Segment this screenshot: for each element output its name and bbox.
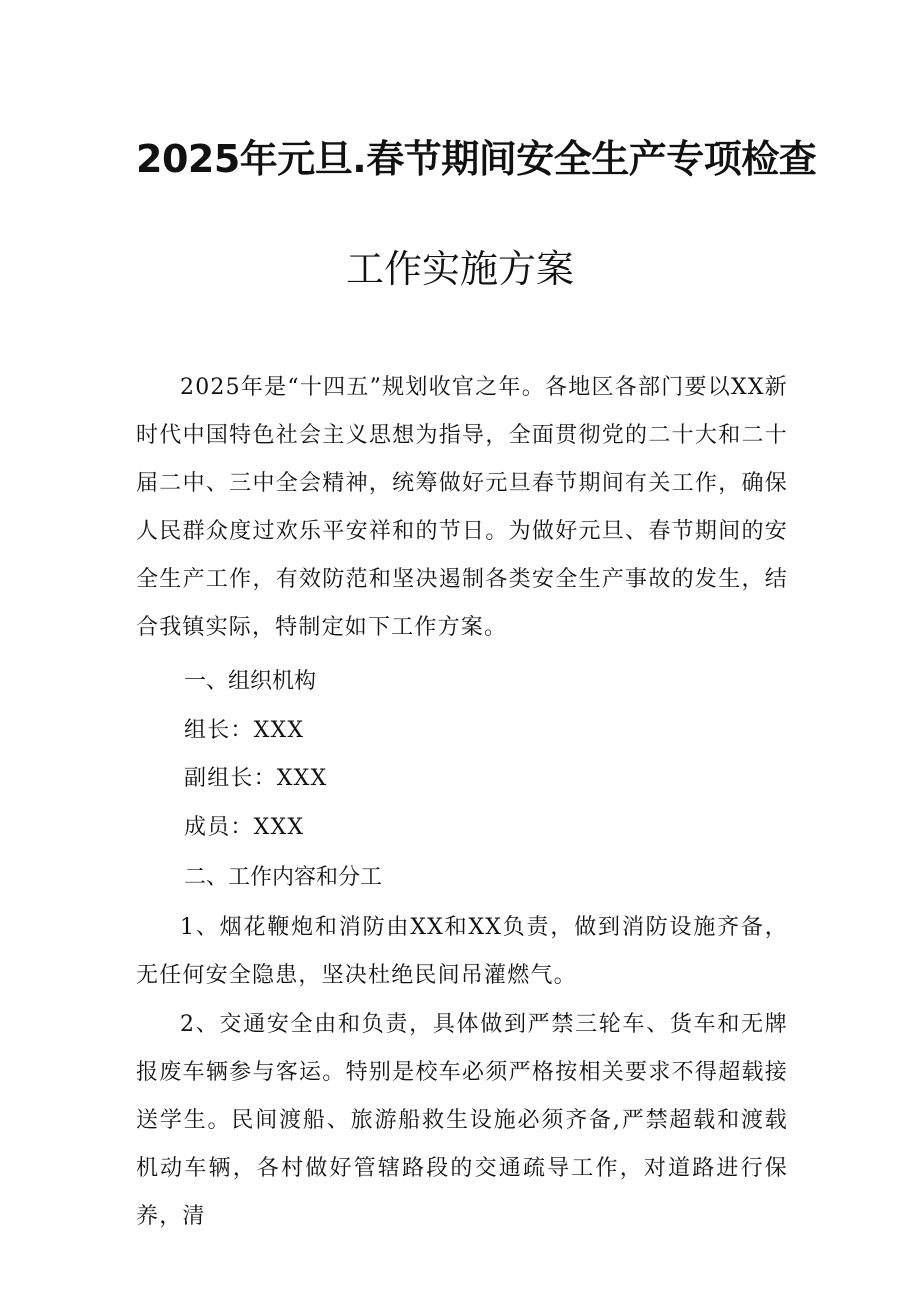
work-item-1: 1、烟花鞭炮和消防由XX和XX负责，做到消防设施齐备，无任何安全隐患，坚决杜绝民间吊灌燃气。 — [136, 915, 788, 988]
document-title-line-1: 2025年元旦.春节期间安全生产专项检查 — [136, 137, 817, 181]
org-deputy-leader: 副组长：XXX — [184, 766, 328, 791]
org-members: 成员：XXX — [184, 815, 305, 840]
section-heading-work-content: 二、工作内容和分工 — [184, 865, 383, 890]
section-heading-organization: 一、组织机构 — [184, 669, 317, 694]
document-title-line-2: 工作实施方案 — [345, 247, 574, 291]
work-item-2: 2、交通安全由和负责，具体做到严禁三轮车、货车和无牌报废车辆参与客运。特别是校车必须严格按相关要求不得超载接送学生。民间渡船、旅游船救生设施必须齐备,严禁超载和渡载机动车辆，各村做好管辖路段的交通疏导工作，对道路进行保养，清 — [136, 1012, 788, 1229]
org-leader: 组长：XXX — [184, 718, 305, 743]
intro-paragraph: 2025年是“十四五”规划收官之年。各地区各部门要以XX新时代中国特色社会主义思想为指导，全面贯彻党的二十大和二十届二中、三中全会精神，统筹做好元旦春节期间有关工作，确保人民群众度过欢乐平安祥和的节日。为做好元旦、春节期间的安全生产工作，有效防范和坚决遏制各类安全生产事故的发生，结合我镇实际，特制定如下工作方案。 — [136, 375, 788, 640]
